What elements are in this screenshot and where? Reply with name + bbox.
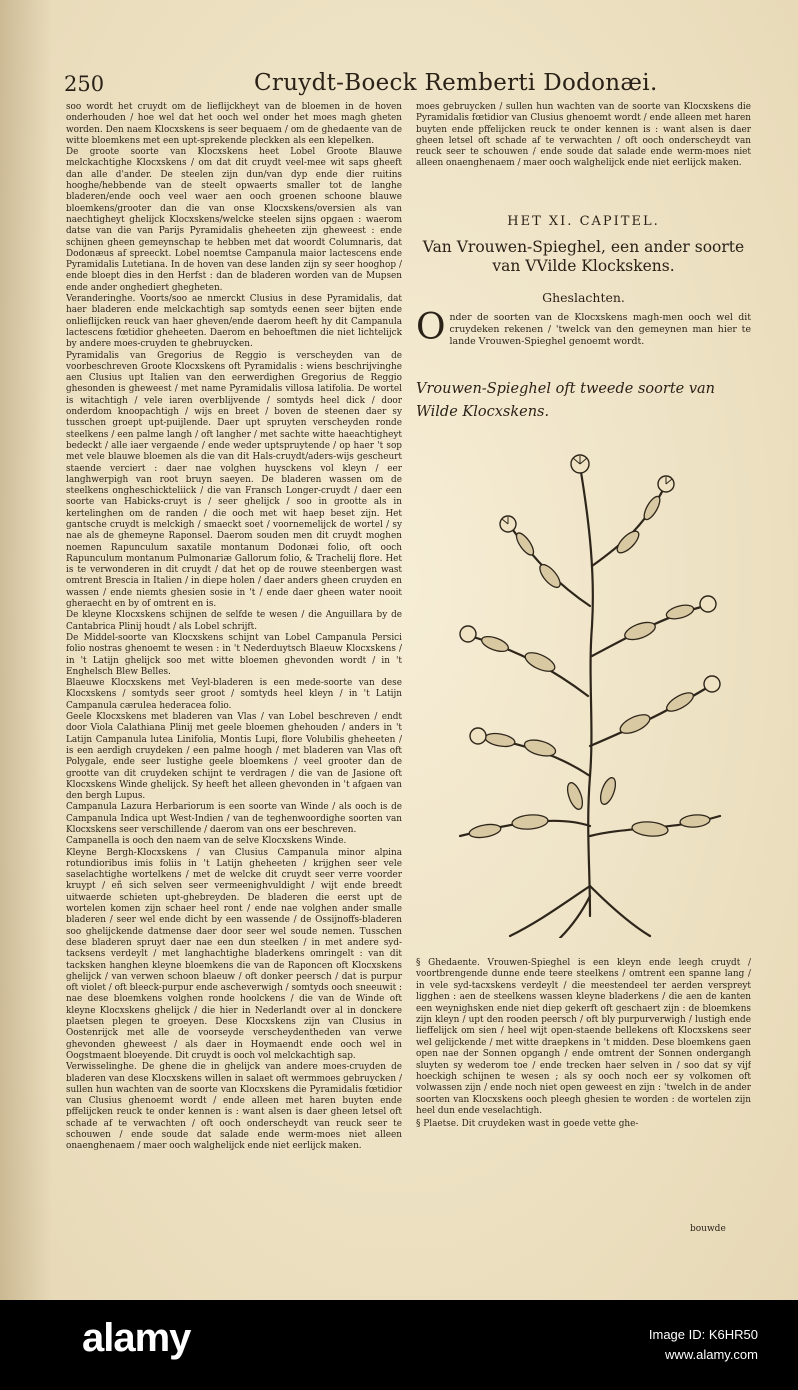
paragraph: De groote soorte van Klocxskens heet Lobel Groote Blauwe melckachtighe Klocxskens / om dat dit cruydt veel-mee wit saps gheeft dan alle d'ander. De steelen zijn dun/van dyp ende dier ruitins hooghe/hebbende van de steelt opwaerts smaller tot de langhe bladeren/ende ooch veel waer aen ooch groenen schoone blauwe bloemkens/grooter dan die van onse Klocxskens/oversien als van naechtigheyt ghelijck Klocxskens/welcke steelen sijns opgaen : waerom datse van die van Parijs Pyramidalis gheheeten zijn gheweest : ende schijnen gheen gemeynschap te hebben met dat woordt Columnaris, dat Dodonæus af spreeckt. Lobel noemtse Campanula maior lactescens ende Pyramidalis Lutetiana. In de hoven van dese landen zijn sy seer hooghop / ende bloept dies in den Herfst : dan de bladeren worden van de Mupsen ende ander onghediert ghegheten. — [66, 147, 402, 293]
caption-line: Vrouwen-Spieghel oft tweede soorte van — [416, 381, 716, 397]
paragraph: § Plaetse. Dit cruydeken wast in goede vette ghe- — [416, 1118, 639, 1129]
stock-url: www.alamy.com — [665, 1347, 758, 1362]
running-title: Cruydt-Boeck Remberti Dodonæi. — [254, 70, 658, 96]
right-column-bottom — [416, 958, 751, 1178]
chapter-title — [416, 238, 751, 276]
paragraph: Blaeuwe Klocxskens met Veyl-bladeren is een mede-soorte van dese Klocxskens / somtyds seer groot / somtyds heel kleyn / in 't Latijn Campanula cærulea hederacea folio. — [66, 678, 402, 711]
page-number: 250 — [64, 72, 105, 96]
chapter-intro — [416, 307, 751, 348]
catchword: bouwde — [690, 1224, 726, 1234]
paragraph: moes gebruycken / sullen hun wachten van de soorte van Klocxskens die Pyramidalis fœtidior van Clusius ghenoemt wordt / ende alleen met haren buyten ende pffelijcken reuck te onder kennen is : want alsen is daer gheen letsel oft schade af te verwachten / oft ooch onderscheydt van reuck seer te schouwen / ende soude dat salade ende werm-moes niet alleen onaenghenaem / maer ooch walghelijck ende niet eerlijck maken. — [416, 102, 751, 169]
caption-line: Wilde Klocxskens. — [416, 404, 550, 420]
figure-caption — [416, 378, 756, 424]
paragraph: Campanula Lazura Herbariorum is een soorte van Winde / als ooch is de Campanula Indica upt West-Indien / van de teghenwoordighe soorten van Klocxskens seer verschillende / daerom van ons eer beschreven. — [66, 802, 402, 835]
image-id: Image ID: K6HR50 — [648, 1327, 758, 1342]
chapter-title-line: van VVilde Klockskens. — [492, 257, 675, 275]
paragraph: De kleyne Klocxskens schijnen de selfde te wesen / die Anguillara by de Cantabrica Plinij houdt / als Lobel schrijft. — [66, 610, 402, 632]
paragraph: Kleyne Bergh-Klocxskens / van Clusius Campanula minor alpina rotundioribus imis foliis in 't Latijn gheheeten / krijghen seer vele saselachtighe wortelkens / met de welcke dit cruydt seer verre voorder kruypt / eñ sich selven seer vermeenighvuldight / wijt ende breedt uitwaerde schieten upt-ghebreyden. De bladeren die eerst upt de wortelen komen zijn schaer heel ront / ende nae volghen ander smalle bladeren / seer wel ende dicht by een wassende / de Ossijnoffs-bladeren soo ghelijckende datmense daer door seer wel soude nemen. Tusschen dese bladeren spruyt daer nae een dun steelken / in met andere syd-tacksens verdeylt / met langhachtighe bladerkens omringelt : van dit tacksken hanghen kleyne bloemkens die van de Raponcen oft Klocxskens ghelijck / van verwen schoon blaeuw / oft donker peersch / dat is purpur oft violet / oft bleeck-purpur ende ascheverwigh / somtyds ooch sneeuwit : nae dese bloemkens volghen ronde hoolckens / die van de Winde oft kleyne Klocxskens ghelijck / die hier in Nederlandt over al in donckere plaetsen plegen te groeyen. Dese Klocxskens zijn van Clusius in Oostenrijck met alle de voorseyde verscheydentheden van verwe ghevonden gheweest / als daer in Hoymaendt ende ooch wel in Oogstmaent bloeyende. Dit cruydt is ooch vol melckachtigh sap. — [66, 847, 402, 1061]
paragraph: De Middel-soorte van Klocxskens schijnt van Lobel Campanula Persici folio nostras ghenoemt te wesen : in 't Nederduytsch Blaeuw Klocxskens / in 't Latijn ghelijck soo met witte bloemen ghevonden wordt / in 't Enghelsch Blew Belles. — [66, 632, 402, 677]
paragraph: Geele Klocxskens met bladeren van Vlas / van Lobel beschreven / endt door Viola Calathiana Plinij met geele bloemen ghehouden / anders in 't Latijn Campanula lutea Linifolia, Montis Lupi, flore Volubilis gheheeten / is een aerdigh cruydeken / een palme hoogh / met bladeren van Vlas oft Polygale, ende seer lustighe geele bloemkens / veel grooter dan de grootte van dit cruydeken schijnt te verdragen / die van de Jasione oft Klocxskens Winde ghelijck. Sy heeft het alleen ghevonden in 't afgaen van den bergh Lupus. — [66, 712, 402, 802]
chapter-title-line: Van Vrouwen-Spieghel, een ander soorte — [422, 238, 745, 256]
paragraph: Campanella is ooch den naem van de selve Klocxskens Winde. — [66, 836, 347, 847]
drop-cap: O — [416, 307, 446, 348]
paragraph: Pyramidalis van Gregorius de Reggio is verscheyden van de voorbeschreven Groote Klocxskens oft Pyramidalis : wiens beschrijvinghe aen Clusius upt Italien van den eerwerdighen Gregorius de Reggio ghesonden is gheweest / met name Pyramidalis villosa latifolia. De wortel is witachtigh / vele iaren overblijvende / somtyds heel dick / door onderdom knoopachtigh / wijs en breet / boven de steenen daer sy tusschen groept upt-puijlende. Daer upt spruyten verscheyden ronde steelkens / een palme langh / oft langher / met sachte witte haeachtigheyt bedeckt / alle iaer vergaende / ende weder uptspruytende / op haer 't sop met vele blauwe bloemen als die van dit Hals-cruydt/aders-wijs gescheurt staende verciert : daer nae volghen huysckens vol kleyn / eer langhwerpigh van root bruyn saeyen. De bladeren wassen om de steelkens ongheschickteliick / die van Fransch Longer-cruydt / daer een soorte van Habicks-cruyt is / seer ghelijck / soo in grootte als in kertelinghen om de randen / die ooch met wit haep beset zijn. Het gantsche cruydt is melckigh / smaeckt soet / voornemelijck de wortel / sy nae als de ghemeyne Raponsel. Daerom souden men dit cruydt moghen noemen Rapunculum saxatile montanum Dodonæi folio, oft ooch Rapunculum montanum Pulmonariæ Gallorum folio, & Trachelij flore. Het is te verwonderen in dit cruydt / dat het op de rouwe steenbergen wast omtrent Brescia in Italien / in diepe holen / daer anders gheen cruyden en wassen / ende niemts ghesien sosie in 't / ende daer gheen water nooit gheraecht en by of omtrent en is. — [66, 350, 402, 610]
left-column — [66, 102, 402, 1202]
paragraph: Veranderinghe. Voorts/soo ae nmerckt Clusius in dese Pyramidalis, dat haer bladeren ende melckachtigh sap somtyds eenen seer bijten ende onlieflijcken reuck van haer gheven/ende daerom heeft hy dit Campanula lactescens fœtidior gheheeten. Daerom en behoeftmen die niet lichtelijck by andere moes-cruyden te ghebruycken. — [66, 294, 402, 350]
right-column-top — [416, 102, 751, 206]
page-gutter-shadow — [0, 0, 52, 1300]
plant-woodcut-icon — [440, 446, 740, 938]
chapter-heading: HET XI. CAPITEL. — [507, 214, 660, 229]
section-heading: Gheslachten. — [542, 290, 625, 305]
stock-logo: alamy — [82, 1316, 191, 1360]
paragraph: § Ghedaente. Vrouwen-Spieghel is een kleyn ende leegh cruydt / voortbrengende dunne ende teere steelkens / omtrent een spanne lang / in vele syd-tacxskens verdeylt / die meestendeel ter aerden verspreyt ligghen : aen de steelkens wassen kleyne bladerkens / die aen de kanten een weynighsken ende niet diep gekerft oft geschaert zijn : de bloemkens zijn kleyn / upt den rooden peersch / oft bly purpurverwigh / lustigh ende lieffelijck om sien / heel wijt open-staende bellekens oft Klocxskens seer wel gelijckende / met witte draepkens in 't midden. Dese bloemkens gaen open nae der Sonnen opgangh / ende omtrent der Sonnen ondergangh sluyten sy wederom toe / ende trecken haer selven in / soo dat sy vijf hoeckigh schijnen te wesen ; als sy ooch noch eer sy volkomen oft volwassen zijn / ende noch niet open geweest en zijn : 'twelch in de ander soorten van Klocxskens ooch pleegh ghesien te worden : de wortelen zijn heel dun ende veselachtigh. — [416, 958, 751, 1117]
intro-text: nder de soorten van de Klocxskens magh-men ooch wel dit cruydeken rekenen / 'twelck van den gemeynen man hier te lande Vrouwen-Spieghel genoemt wordt. — [449, 312, 751, 347]
paragraph: Verwisselinghe. De ghene die in ghelijck van andere moes-cruyden de bladeren van dese Klocxskens willen in salaet oft wermmoes gebruycken / sullen hun wachten van de soorte van Klocxskens die Pyramidalis fœtidior van Clusius ghenoemt wordt / ende alleen met haren buyten ende pffelijcken reuck te onder kennen is : want alsen is daer gheen letsel oft schade af te verwachten / oft ooch onderscheydt van reuck seer te schouwen / ende soude dat salade ende werm-moes niet alleen onaenghenaem / maer ooch walghelijck ende niet eerlijck maken. — [66, 1062, 402, 1152]
page-header — [64, 72, 764, 102]
image-id-block — [538, 1325, 758, 1365]
paragraph: soo wordt het cruydt om de lieflijckheyt van de bloemen in de hoven onderhouden / hoe wel dat het ooch wel onder het moes magh gheten worden. Den naem Klocxskens is seer bequaem / om de ghedaente van de witte bloemkens met een upt-sprekende pleckken als een klepelken. — [66, 102, 402, 146]
